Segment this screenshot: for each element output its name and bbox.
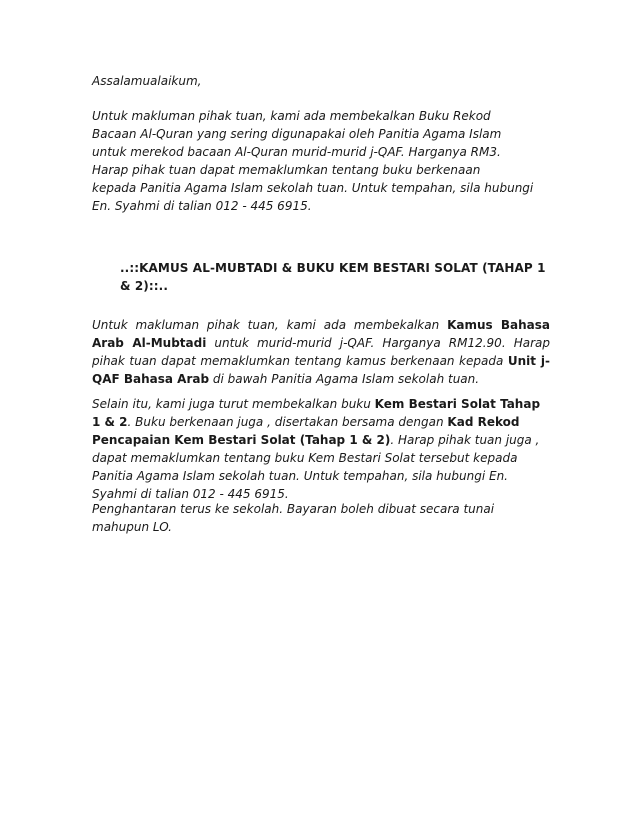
kamus-text-3: di bawah Panitia Agama Islam sekolah tuan. <box>209 372 480 386</box>
intro-line: En. Syahmi di talian 012 - 445 6915. <box>92 199 312 213</box>
intro-line: kepada Panitia Agama Islam sekolah tuan. Untuk tempahan, sila hubungi <box>92 181 534 195</box>
greeting <box>92 72 550 90</box>
kamus-text-1: Untuk makluman pihak tuan, kami ada membekalkan <box>92 318 448 332</box>
kem-bold-1: Kem Bestari Solat Tahap 1 & 2 <box>92 397 541 429</box>
intro-line: Untuk makluman pihak tuan, kami ada membekalkan Buku Rekod <box>92 109 491 123</box>
intro-line: Bacaan Al-Quran yang sering digunapakai oleh Panitia Agama Islam <box>92 127 502 141</box>
delivery-line: mahupun LO. <box>92 520 172 534</box>
kem-text-1: Selain itu, kami juga turut membekalkan buku <box>92 397 375 411</box>
kem-paragraph <box>92 395 550 503</box>
delivery-paragraph <box>92 500 550 536</box>
delivery-line: Penghantaran terus ke sekolah. Bayaran boleh dibuat secara tunai <box>92 502 495 516</box>
intro-paragraph <box>92 107 550 215</box>
kamus-text-2: untuk murid-murid j-QAF. Harganya RM12.90. Harap pihak tuan dapat memaklumkan tentang kamus berkenaan kepada <box>92 336 550 368</box>
greeting-text: Assalamualaikum, <box>92 74 202 88</box>
section-heading: ..::KAMUS AL-MUBTADI & BUKU KEM BESTARI SOLAT (TAHAP 1 & 2)::.. <box>120 261 546 293</box>
kem-bold-2: Kad Rekod Pencapaian Kem Bestari Solat (Tahap 1 & 2) <box>92 415 520 447</box>
kem-text-2: . Buku berkenaan juga , disertakan bersama dengan <box>127 415 448 429</box>
kamus-bold-2: Unit j-QAF Bahasa Arab <box>92 354 550 386</box>
kamus-paragraph <box>92 316 550 388</box>
kamus-bold-1: Kamus Bahasa Arab Al-Mubtadi <box>92 318 550 350</box>
intro-line: untuk merekod bacaan Al-Quran murid-murid j-QAF. Harganya RM3. <box>92 145 501 159</box>
kem-text-3: . Harap pihak tuan juga , dapat memaklumkan tentang buku Kem Bestari Solat tersebut kepada Panitia Agama Islam sekolah tuan. Untuk tempahan, sila hubungi En. Syahmi di talian 012 - 445 6915. <box>92 433 540 501</box>
intro-line: Harap pihak tuan dapat memaklumkan tentang buku berkenaan <box>92 163 481 177</box>
